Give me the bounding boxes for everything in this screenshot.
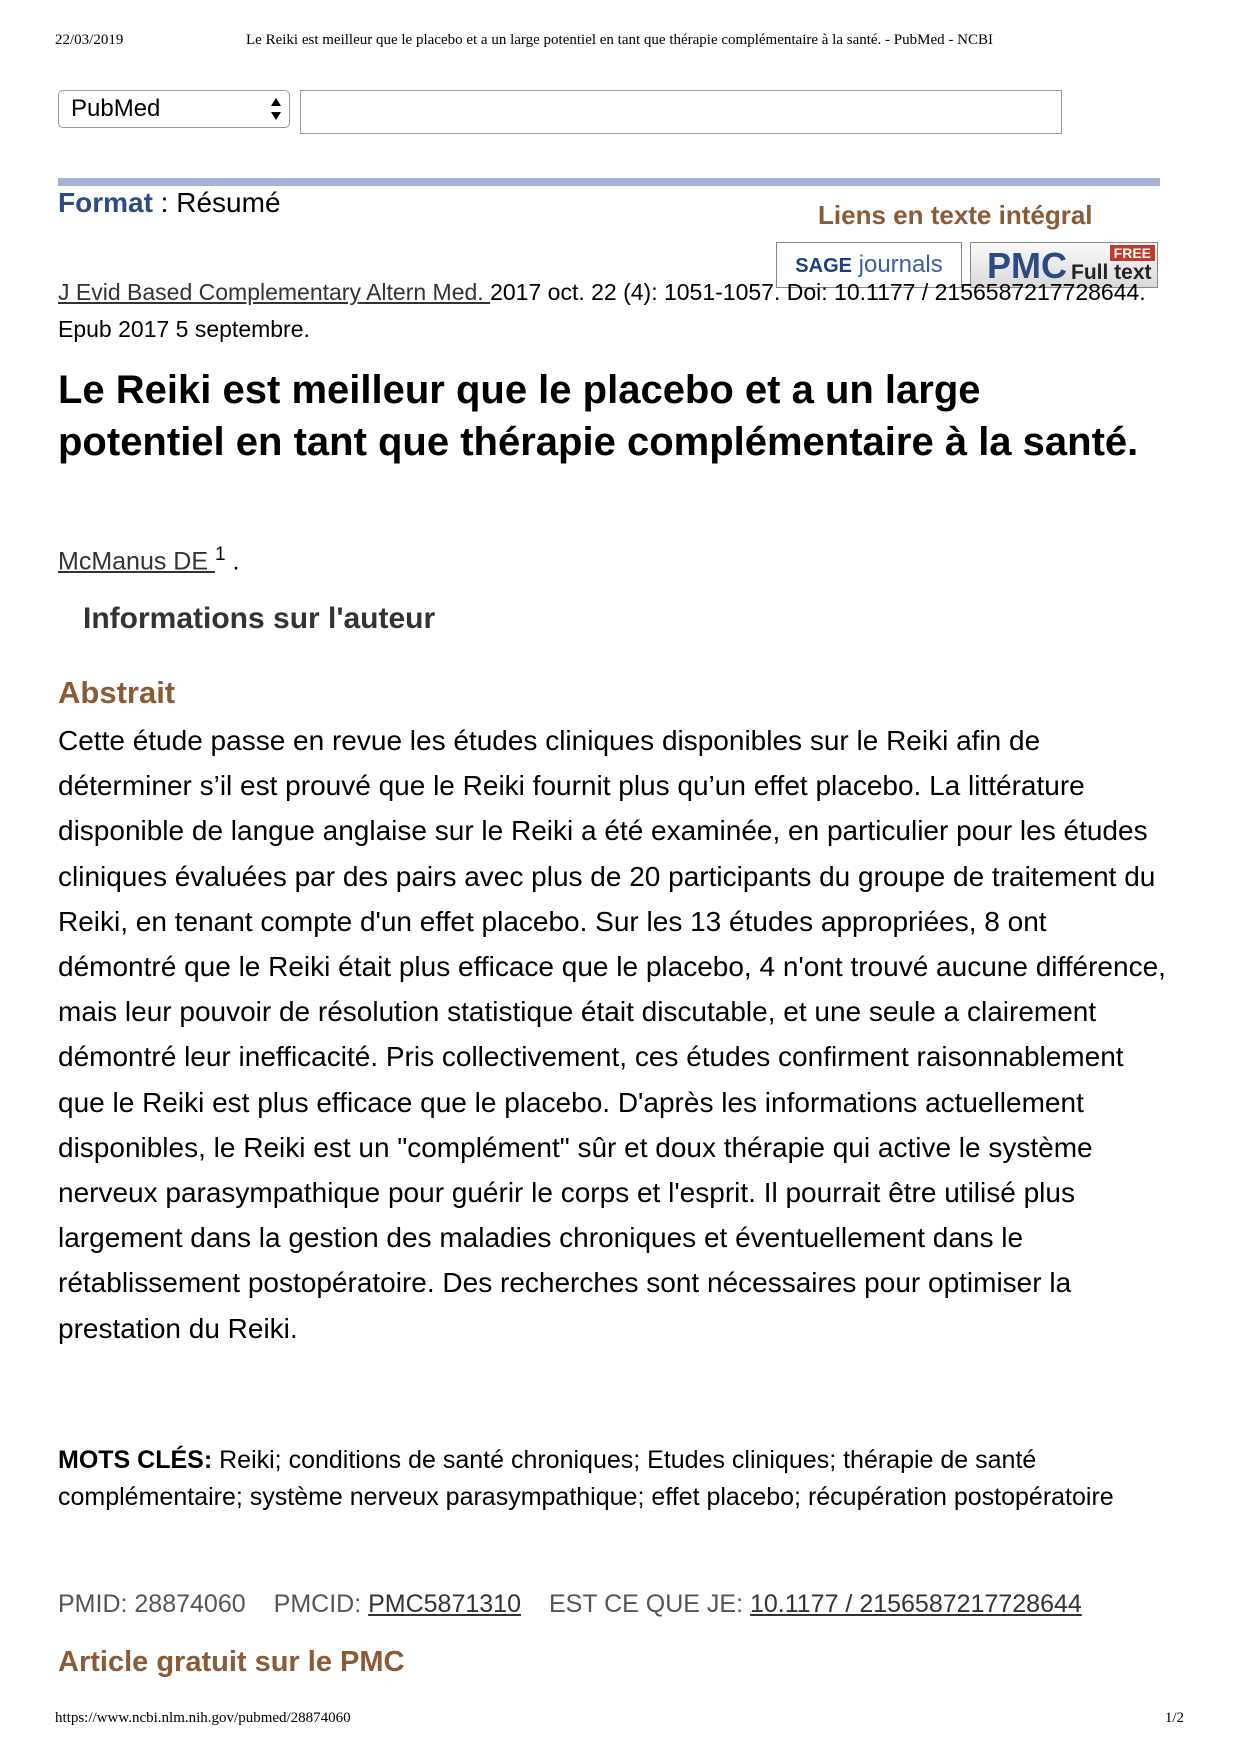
header-divider (58, 178, 1160, 186)
print-page-title: Le Reiki est meilleur que le placebo et a un large potentiel en tant que thérapie complémentaire à la santé. - PubMed - NCBI (246, 32, 993, 48)
sage-logo-text: journals (851, 251, 943, 278)
author-list (58, 544, 239, 576)
print-page-number: 1/2 (1164, 1710, 1184, 1726)
format-selector[interactable] (58, 187, 281, 219)
print-url: https://www.ncbi.nlm.nih.gov/pubmed/28874060 (55, 1710, 351, 1726)
free-pmc-article-heading: Article gratuit sur le PMC (58, 1646, 405, 1678)
article-title: Le Reiki est meilleur que le placebo et a un large potentiel en tant que thérapie complémentaire à la santé. (58, 368, 1139, 464)
doi-label: EST CE QUE JE: (548, 1590, 750, 1618)
keywords-label: MOTS CLÉS: (58, 1446, 213, 1474)
pmc-logo: PMC (987, 245, 1067, 286)
sage-logo-brand: SAGE (795, 255, 852, 277)
doi-link[interactable]: 10.1177 / 2156587217728644 (749, 1590, 1082, 1618)
citation (58, 274, 1160, 348)
format-value: Résumé (176, 187, 281, 218)
print-footer (55, 1710, 1184, 1727)
abstract-text: Cette étude passe en revue les études cliniques disponibles sur le Reiki afin de déterminer s’il est prouvé que le Reiki fournit plus qu’un effet placebo. La littérature disponible de langue anglaise sur le Reiki a été examinée, en particulier pour les études cliniques évaluées par des pairs avec plus de 20 participants du groupe de traitement du Reiki, en tenant compte d'un effet placebo. Sur les 13 études appropriées, 8 ont démontré que le Reiki était plus efficace que le placebo, 4 n'ont trouvé aucune différence, mais leur pouvoir de résolution statistique était discutable, et une seule a clairement démontré leur inefficacité. Pris collectivement, ces études confirment raisonnablement que le Reiki est plus efficace que le placebo. D'après les informations actuellement disponibles, le Reiki est un "complément" sûr et doux thérapie qui active le système nerveux parasympathique pour guérir le corps et l'esprit. Il pourrait être utilisé plus largement dans la gestion des maladies chroniques et éventuellement dans le rétablissement postopératoire. Des recherches sont nécessaires pour optimiser la prestation du Reiki. (58, 725, 1166, 1344)
article-identifiers (58, 1590, 1082, 1619)
pmid-value: 28874060 (134, 1590, 246, 1618)
pmcid-link[interactable]: PMC5871310 (368, 1590, 521, 1618)
free-badge: FREE (1110, 245, 1155, 261)
author-link[interactable]: McManus DE (58, 547, 215, 576)
database-select[interactable] (58, 90, 290, 128)
format-label[interactable]: Format (58, 187, 153, 218)
affiliation-marker: 1 (214, 544, 226, 565)
search-input[interactable] (300, 90, 1062, 134)
author-information-toggle[interactable]: Informations sur l'auteur (83, 602, 436, 635)
keywords-text: Reiki; conditions de santé chroniques; Etudes cliniques; thérapie de santé complémentaire; système nerveux parasympathique; effet placebo; récupération postopératoire (58, 1446, 1114, 1511)
pmc-full-text-label: Full text (1071, 261, 1152, 284)
author-suffix: . (225, 547, 240, 576)
journal-link[interactable]: J Evid Based Complementary Altern Med. (58, 279, 491, 305)
format-separator: : (152, 187, 177, 218)
pmid-label: PMID: (58, 1590, 135, 1618)
citation-details: 2017 oct. 22 (4): 1051-1057. Doi: 10.1177 / 2156587217728644. Epub 2017 5 septembre. (58, 279, 1146, 342)
keywords (58, 1442, 1168, 1516)
pmcid-label: PMCID: (273, 1590, 369, 1618)
fulltext-links-heading: Liens en texte intégral (818, 200, 1093, 230)
print-date: 22/03/2019 (55, 32, 124, 48)
select-arrows-icon (269, 95, 283, 123)
database-select-value: PubMed (71, 95, 161, 122)
abstract-heading: Abstrait (58, 675, 176, 710)
